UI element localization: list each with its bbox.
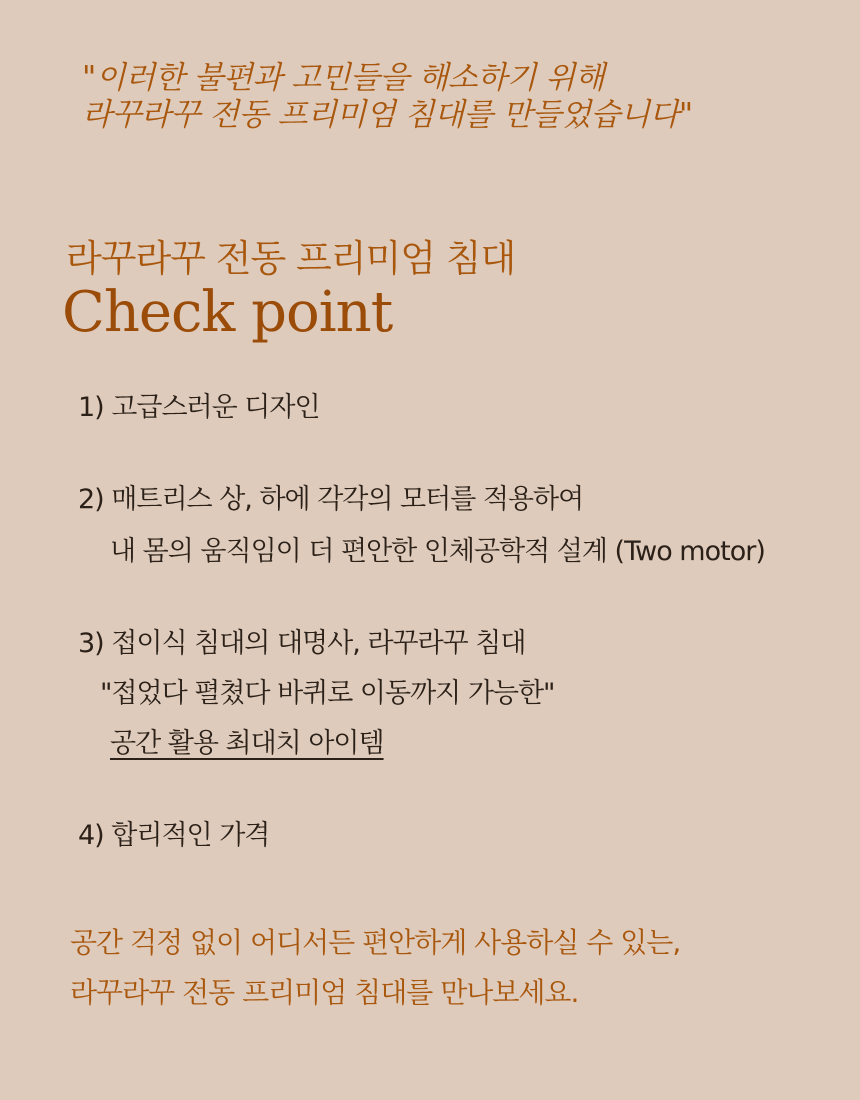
point-2-detail: 내 몸의 움직임이 더 편안한 인체공학적 설계 (Two motor) bbox=[110, 536, 765, 567]
point-3-space-item: 공간 활용 최대치 아이템 bbox=[110, 728, 384, 759]
point-3-folding: 3) 접이식 침대의 대명사, 라꾸라꾸 침대 bbox=[78, 628, 526, 659]
closing-line-2: 라꾸라꾸 전동 프리미엄 침대를 만나보세요. bbox=[70, 976, 579, 1009]
closing-message bbox=[70, 918, 680, 1018]
point-3-quote: "접었다 펼쳤다 바퀴로 이동까지 가능한" bbox=[100, 678, 555, 709]
intro-quote-line-1: "이러한 불편과 고민들을 해소하기 위해 bbox=[82, 60, 605, 96]
point-4-price: 4) 합리적인 가격 bbox=[78, 820, 270, 851]
closing-line-1: 공간 걱정 없이 어디서든 편안하게 사용하실 수 있는, bbox=[70, 926, 681, 959]
point-2-motors: 2) 매트리스 상, 하에 각각의 모터를 적용하여 bbox=[78, 484, 584, 515]
intro-quote-line-2: 라꾸라꾸 전동 프리미엄 침대를 만들었습니다" bbox=[82, 97, 693, 134]
intro-quote bbox=[82, 60, 693, 134]
point-1-design: 1) 고급스러운 디자인 bbox=[78, 392, 320, 423]
section-title-check-point: Check point bbox=[62, 280, 393, 345]
section-title-korean: 라꾸라꾸 전동 프리미엄 침대 bbox=[66, 237, 516, 280]
